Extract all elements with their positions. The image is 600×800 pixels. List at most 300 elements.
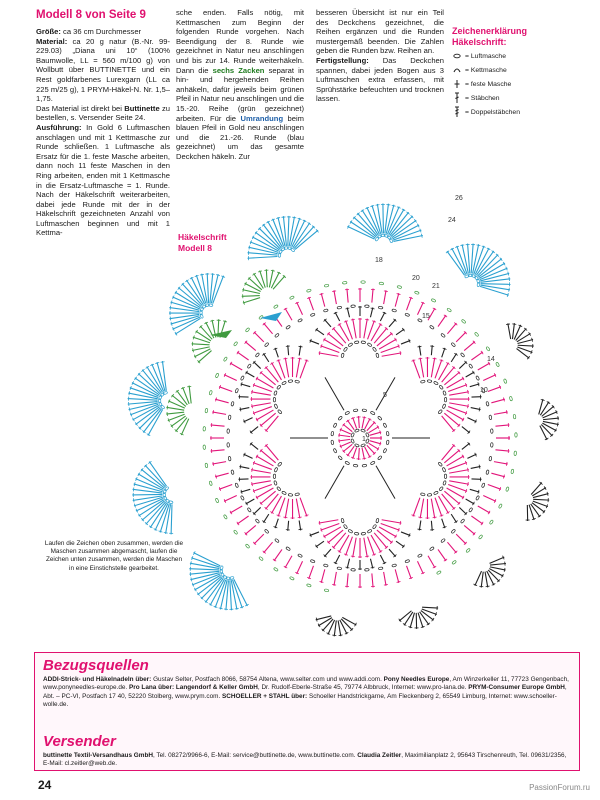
border-stitch xyxy=(288,216,289,246)
petal-outer-stitch xyxy=(299,520,301,530)
ring-chain xyxy=(386,440,389,445)
edge-stitch xyxy=(547,492,548,496)
edge-stitch xyxy=(338,620,341,636)
edge-stitch xyxy=(540,426,547,440)
border-stitch xyxy=(171,300,172,304)
green-stitch xyxy=(198,351,211,363)
green-chain xyxy=(223,514,227,519)
edge-stitch xyxy=(517,349,530,359)
petal-outer-stitch xyxy=(345,567,349,568)
center-stitch xyxy=(340,442,351,447)
green-chain xyxy=(461,319,466,324)
edge-stitch xyxy=(341,619,352,630)
petal-stitch xyxy=(260,413,275,426)
mesh-stitch xyxy=(213,462,214,466)
petal-stitch xyxy=(300,498,307,517)
center-stitch xyxy=(358,448,359,460)
center-chain xyxy=(351,432,355,437)
mesh-chain xyxy=(231,401,234,406)
ring-chain xyxy=(331,440,334,445)
edge-stitch xyxy=(422,607,438,608)
mesh-stitch xyxy=(428,556,435,568)
mesh-stitch xyxy=(495,450,509,451)
mesh-chain xyxy=(441,333,446,338)
border-stitch xyxy=(171,504,172,534)
green-chain xyxy=(495,362,499,367)
petal-chain xyxy=(438,462,443,467)
mesh-stitch xyxy=(245,342,256,351)
petal-outer-stitch xyxy=(244,418,253,422)
petal-stitch xyxy=(442,416,455,431)
petal-outer-stitch xyxy=(246,499,255,504)
petal-chain xyxy=(274,404,278,409)
petal-stitch xyxy=(351,556,355,557)
mesh-stitch xyxy=(397,581,401,582)
source-prym-text: , Abt. – PC-VI, Postfach 17 40, 52220 Stolberg, www.prym.com. xyxy=(43,684,567,700)
petal-chain xyxy=(295,380,300,383)
edge-stitch xyxy=(340,620,347,634)
material-label: Material: xyxy=(36,36,68,46)
ring-chain xyxy=(370,461,375,465)
mesh-stitch xyxy=(395,293,399,307)
center-stitch xyxy=(362,417,366,418)
mesh-chain xyxy=(460,519,465,524)
center-stitch xyxy=(353,417,357,428)
mesh-chain xyxy=(255,352,260,357)
mesh-stitch xyxy=(464,525,475,534)
mesh-chain xyxy=(247,507,251,512)
legend-label: = Stäbchen xyxy=(465,94,500,102)
center-chain xyxy=(365,432,369,437)
petal-stitch xyxy=(442,494,455,509)
mesh-stitch xyxy=(471,352,482,360)
green-chain xyxy=(431,298,436,302)
edge-stitch xyxy=(543,418,559,420)
petal-stitch xyxy=(413,360,420,379)
mesh-chain xyxy=(486,401,489,406)
mesh-chain xyxy=(286,546,291,550)
border-stitch xyxy=(170,317,171,321)
petal-stitch xyxy=(319,520,339,523)
mesh-stitch xyxy=(417,561,423,574)
mesh-stitch xyxy=(332,584,336,585)
mesh-chain xyxy=(298,554,303,558)
green-chain xyxy=(289,576,294,580)
petal-outer-stitch xyxy=(316,329,324,335)
petal-stitch xyxy=(444,372,459,385)
mesh-chain xyxy=(310,559,315,563)
ring-chain xyxy=(338,416,343,421)
ring-chain xyxy=(383,448,387,453)
ring-chain xyxy=(377,416,382,421)
petal-outer-stitch xyxy=(459,507,466,514)
edge-stitch xyxy=(332,635,336,636)
petal-chain xyxy=(444,397,447,401)
mesh-stitch xyxy=(494,462,508,464)
petal-outer-stitch xyxy=(479,465,480,469)
continuation-text-1: sche enden. Falls nötig, mit Kettmaschen zum Beginn der folgenden Runde vorgehen. Nach Beendigung der 8. Runde wie gezeichnet in Natur neu anschlingen und bis zur 14. Runde weiterhäkeln. Dann die xyxy=(176,8,304,75)
petal-outer-stitch xyxy=(288,345,289,355)
mesh-stitch xyxy=(224,375,237,381)
petal-chain xyxy=(438,409,443,414)
ring-chain xyxy=(338,455,343,460)
ring-chain xyxy=(362,464,367,467)
spoke-stitch xyxy=(376,466,395,499)
petal-outer-stitch xyxy=(466,372,475,377)
petal-outer-stitch xyxy=(335,312,340,321)
mesh-chain xyxy=(441,538,446,543)
sources-section xyxy=(43,657,571,710)
center-stitch xyxy=(358,416,359,428)
edge-stitch xyxy=(334,620,336,636)
order-paragraph xyxy=(36,104,170,123)
legend-title-1: Zeichenerklärung xyxy=(452,26,528,36)
petal-stitch xyxy=(442,445,455,460)
petal-stitch xyxy=(413,498,420,517)
petal-outer-stitch xyxy=(310,532,319,536)
center-stitch xyxy=(380,430,381,434)
green-chain xyxy=(209,390,213,395)
ring-chain xyxy=(333,423,337,428)
row-number: 21 xyxy=(432,283,440,290)
mesh-stitch xyxy=(491,473,505,477)
petal-outer-stitch xyxy=(418,529,422,530)
ring-chain xyxy=(370,411,375,415)
mesh-stitch xyxy=(297,561,303,574)
green-chain xyxy=(379,282,384,285)
petal-outer-stitch xyxy=(401,532,410,536)
petal-stitch xyxy=(298,517,302,518)
petal-outer-stitch xyxy=(442,348,445,357)
mesh-chain xyxy=(298,318,303,322)
mesh-chain xyxy=(451,342,456,347)
petal-stitch xyxy=(260,450,275,463)
mesh-chain xyxy=(323,564,328,567)
petal-chain xyxy=(282,381,287,385)
petal-outer-stitch xyxy=(380,555,385,564)
petal-stitch xyxy=(444,450,459,463)
brand-name: Buttinette xyxy=(124,103,160,113)
mesh-stitch xyxy=(321,569,325,583)
petal-outer-stitch xyxy=(250,427,258,433)
green-chain xyxy=(436,570,441,574)
petal-outer-stitch xyxy=(240,465,241,469)
border-stitch xyxy=(276,218,280,219)
border-stitch xyxy=(370,206,374,207)
petal-outer-stitch xyxy=(240,407,241,411)
petal-stitch xyxy=(252,482,253,486)
petal-outer-stitch xyxy=(442,519,445,528)
border-stitch xyxy=(134,482,135,486)
border-stitch xyxy=(170,306,171,310)
green-chain xyxy=(233,341,238,346)
edge-stitch xyxy=(506,324,510,325)
green-stitch xyxy=(167,406,168,410)
mesh-stitch xyxy=(347,289,348,303)
petal-outer-stitch xyxy=(419,346,421,356)
petal-chain xyxy=(341,518,344,523)
petal-chain xyxy=(372,524,377,529)
mesh-stitch xyxy=(471,516,482,524)
model-title: Modell 8 von Seite 9 xyxy=(36,9,146,21)
edge-stitch xyxy=(532,338,533,342)
border-stitch xyxy=(171,302,200,310)
edge-stitch xyxy=(485,572,488,588)
green-stitch xyxy=(168,401,184,408)
mesh-chain xyxy=(310,313,315,317)
petal-chain xyxy=(361,532,366,535)
mesh-chain xyxy=(240,376,244,381)
green-chain xyxy=(478,535,483,540)
green-chain xyxy=(289,296,294,300)
petal-stitch xyxy=(418,517,422,518)
mesh-chain xyxy=(491,443,494,448)
petal-chain xyxy=(376,353,379,358)
petal-stitch xyxy=(260,372,275,385)
petal-stitch xyxy=(364,538,367,558)
petal-stitch xyxy=(377,333,392,346)
center-stitch xyxy=(362,416,364,428)
green-chain xyxy=(203,427,206,432)
petal-outer-stitch xyxy=(471,466,481,468)
mesh-chain xyxy=(351,569,356,572)
petal-outer-stitch xyxy=(299,346,301,356)
edge-stitch xyxy=(518,345,534,346)
legend-label: = Kettmasche xyxy=(465,66,507,74)
mesh-chain xyxy=(491,429,494,434)
ring-chain xyxy=(333,448,337,453)
petal-outer-stitch xyxy=(335,555,340,564)
center-stitch xyxy=(340,429,351,434)
material-paragraph xyxy=(36,37,170,104)
border-stitch xyxy=(481,284,511,285)
green-chain xyxy=(233,530,238,535)
edge-stitch xyxy=(486,586,490,587)
mesh-chain xyxy=(481,483,485,488)
border-stitch xyxy=(169,308,199,312)
mesh-chain xyxy=(274,333,279,338)
mesh-stitch xyxy=(384,572,386,586)
petal-chain xyxy=(433,491,438,495)
source-addi-name: ADDI-Strick- und Häkelnadeln über: xyxy=(43,676,152,683)
border-stitch xyxy=(161,362,165,363)
petal-stitch xyxy=(296,499,300,519)
petal-outer-stitch xyxy=(431,521,432,531)
edge-stitch xyxy=(316,618,317,622)
green-chain xyxy=(361,281,365,283)
petal-outer-stitch xyxy=(241,384,251,387)
mesh-stitch xyxy=(230,506,242,513)
petal-outer-stitch xyxy=(299,529,303,530)
petal-outer-stitch xyxy=(239,408,249,410)
petal-chain xyxy=(443,480,447,485)
petal-chain xyxy=(274,480,278,485)
petal-outer-stitch xyxy=(310,340,319,344)
mesh-chain xyxy=(228,415,231,420)
mesh-chain xyxy=(365,305,370,308)
center-chain xyxy=(361,429,366,433)
petal-outer-stitch xyxy=(478,382,479,386)
edge-stitch xyxy=(488,570,499,581)
petal-outer-stitch xyxy=(241,490,242,494)
mesh-chain xyxy=(476,376,480,381)
petal-outer-stitch xyxy=(244,454,253,458)
petal-stitch xyxy=(328,333,343,346)
mesh-stitch xyxy=(219,387,232,392)
mesh-chain xyxy=(264,342,269,347)
mesh-stitch xyxy=(285,556,292,568)
petal-outer-stitch xyxy=(396,329,404,335)
vendor-text xyxy=(43,752,571,769)
green-chain xyxy=(513,414,516,419)
petal-outer-stitch xyxy=(347,559,349,569)
mesh-chain xyxy=(365,569,370,572)
petal-stitch xyxy=(374,328,387,343)
green-stitch xyxy=(166,412,184,414)
petal-stitch xyxy=(260,491,275,504)
green-chain xyxy=(397,285,402,288)
legend-label: = Doppelstäbchen xyxy=(465,108,520,116)
ring-chain xyxy=(383,423,387,428)
center-stitch xyxy=(338,439,350,441)
mesh-chain xyxy=(247,364,251,369)
execution-label: Ausführung: xyxy=(36,122,82,132)
continuation-text-2: separat in hin- und hergehenden Reihen anhäkeln, dafür jeweils beim grünen Pfeil in Natur neu anschlingen und die 15.-20. Reihe (grün gezeichnet) arbeiten. Für die xyxy=(176,65,304,123)
petal-stitch xyxy=(442,367,455,382)
petal-stitch xyxy=(285,499,288,519)
instructions-column-1 xyxy=(36,8,170,238)
legend-item xyxy=(452,64,592,76)
source-addi-text: Gustav Selter, Postfach 8066, 58754 Altena, www.selter.com und www.addi.com. xyxy=(151,676,384,683)
petal-outer-stitch xyxy=(370,308,372,318)
mesh-stitch xyxy=(483,375,496,381)
mesh-stitch xyxy=(332,291,336,292)
petal-stitch xyxy=(298,358,302,359)
border-stitch xyxy=(230,580,232,610)
petal-stitch xyxy=(449,470,469,474)
mesh-stitch xyxy=(230,363,242,370)
green-chain xyxy=(324,589,329,592)
ring-chain xyxy=(345,411,350,415)
petal-stitch xyxy=(319,521,320,525)
border-stitch xyxy=(235,608,239,609)
petal-outer-stitch xyxy=(470,489,480,492)
edge-stitch xyxy=(512,323,514,339)
petal-outer-stitch xyxy=(419,520,421,530)
green-chain xyxy=(245,544,250,549)
green-chain xyxy=(489,520,493,525)
petal-chain xyxy=(433,381,438,385)
border-stitch xyxy=(219,608,223,609)
vendor-heading: Versender xyxy=(43,733,116,750)
row-number: 18 xyxy=(375,257,383,264)
overview-paragraph: besseren Übersicht ist nur ein Teil des Deckchens gezeichnet, die Reihen ergänzen und die Runden mustergemäß beenden. Die Zahlen geben die Runden bzw. Reihen an. xyxy=(316,8,444,56)
mesh-chain xyxy=(227,443,230,448)
continuation-paragraph xyxy=(176,8,304,162)
green-stitch xyxy=(168,414,185,420)
legend-label: = Luftmasche xyxy=(465,52,506,60)
petal-stitch xyxy=(468,404,469,408)
petal-stitch xyxy=(431,499,434,519)
border-stitch xyxy=(128,399,158,401)
green-chain xyxy=(514,451,517,456)
petal-outer-stitch xyxy=(462,427,470,433)
petal-chain xyxy=(343,347,348,352)
border-stitch xyxy=(248,257,278,259)
ring-chain xyxy=(353,464,358,467)
green-chain xyxy=(215,498,219,503)
petal-stitch xyxy=(251,403,271,407)
petal-chain xyxy=(288,493,293,496)
material-text: ca 20 g natur (B.-Nr. 99-229.03) „Diana uni 10“ (100% Baumwolle, LL = 560 m/100 g) von Wollbutt über BUTTINETTE und ein Rest goldfarbenes Lurexgarn (LL ca 225 m/25 g), 1 PRYM-Häkel-N. Nr. 1,5–1,75. xyxy=(36,36,170,104)
green-chain xyxy=(209,481,213,486)
petal-outer-stitch xyxy=(324,549,331,557)
green-stitch xyxy=(242,296,260,297)
petal-outer-stitch xyxy=(396,541,404,547)
petal-chain xyxy=(367,529,372,533)
petal-outer-stitch xyxy=(470,384,480,387)
petal-chain xyxy=(274,467,278,472)
green-chain xyxy=(474,332,479,337)
petal-outer-stitch xyxy=(459,362,466,369)
vendor-zeitler-name: Claudia Zeitler xyxy=(357,752,402,759)
mesh-stitch xyxy=(478,506,490,513)
green-stitch xyxy=(192,344,210,345)
mesh-stitch xyxy=(309,297,314,310)
petal-outer-stitch xyxy=(479,407,480,411)
finishing-label: Fertigstellung: xyxy=(316,55,369,65)
petal-chain xyxy=(354,532,359,535)
execution-paragraph xyxy=(36,123,170,238)
petal-stitch xyxy=(400,521,401,525)
edge-stitch xyxy=(557,422,558,426)
border-stitch xyxy=(134,504,135,508)
petal-outer-stitch xyxy=(263,353,268,361)
mesh-stitch xyxy=(274,549,282,560)
green-stitch xyxy=(181,419,188,435)
border-stitch xyxy=(169,314,199,318)
mesh-chain xyxy=(392,309,397,312)
green-chain xyxy=(452,560,457,565)
border-stitch xyxy=(421,234,422,238)
finishing-paragraph xyxy=(316,56,444,104)
green-chain xyxy=(447,308,452,312)
edge-stitch xyxy=(342,617,356,625)
border-chain xyxy=(477,282,480,287)
mesh-stitch xyxy=(438,315,446,326)
mesh-stitch xyxy=(334,572,336,586)
petal-stitch xyxy=(252,468,253,472)
center-stitch xyxy=(338,435,350,437)
petal-stitch xyxy=(333,533,346,548)
continuation-text-3: beim blauen Pfeil in Gold neu anschlingen und die 21.-26. Runde (blau gezeichnet) um das gesamte Deckchen häkeln. Zur xyxy=(176,113,304,161)
mesh-chain xyxy=(451,529,456,534)
mesh-stitch xyxy=(384,291,388,292)
edge-stitch xyxy=(533,499,549,500)
petal-stitch xyxy=(353,319,356,339)
mesh-stitch xyxy=(491,399,505,403)
green-chain xyxy=(509,396,512,401)
edge-stitch xyxy=(408,627,412,628)
petal-stitch xyxy=(400,351,401,355)
petal-stitch xyxy=(296,358,300,378)
petal-outer-stitch xyxy=(275,348,278,357)
petal-stitch xyxy=(353,538,356,558)
mesh-chain xyxy=(378,567,383,570)
order-text-a: Das Material ist direkt bei xyxy=(36,103,125,113)
size-text: ca 36 cm Durchmesser xyxy=(60,27,142,36)
symbol-legend xyxy=(452,26,592,118)
